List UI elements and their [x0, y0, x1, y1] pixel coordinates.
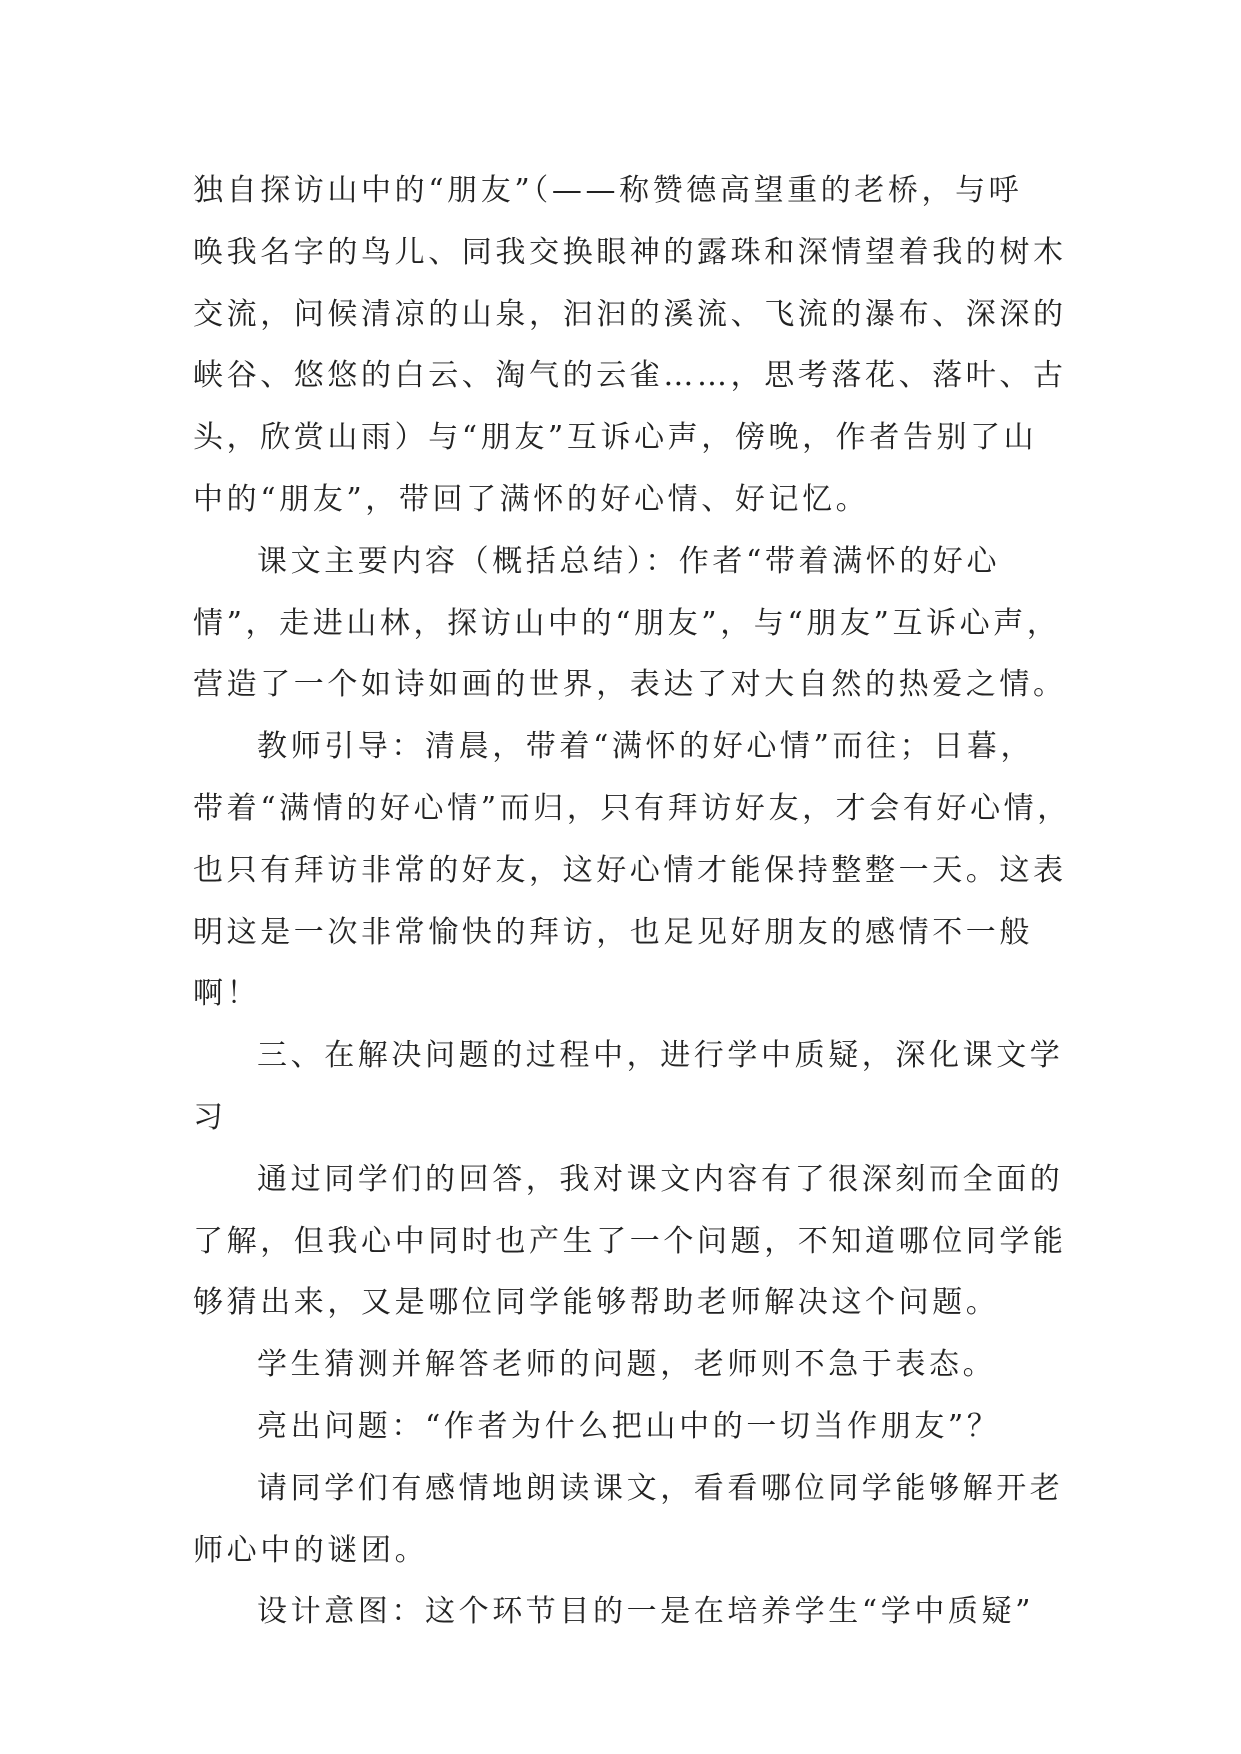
document-body — [193, 160, 1071, 1643]
text-line: 够猜出来，又是哪位同学能够帮助老师解决这个问题。 — [193, 1285, 1000, 1321]
paragraph-start-line: 课文主要内容（概括总结）：作者“带着满怀的好心 — [257, 543, 1001, 579]
paragraph-start-line: 请同学们有感情地朗读课文，看看哪位同学能够解开老 — [257, 1470, 1064, 1506]
paragraph-start-line: 设计意图：这个环节目的一是在培养学生“学中质疑” — [257, 1594, 1035, 1630]
text-line: 明这是一次非常愉快的拜访，也足见好朋友的感情不一般 — [193, 914, 1033, 950]
paragraph-start-line: 亮出问题：“作者为什么把山中的一切当作朋友”？ — [257, 1408, 1001, 1444]
section-heading-line: 三、在解决问题的过程中，进行学中质疑，深化课文学 — [257, 1038, 1064, 1074]
text-line: 中的“朋友”，带回了满怀的好心情、好记忆。 — [193, 481, 870, 517]
text-line: 了解，但我心中同时也产生了一个问题，不知道哪位同学能 — [193, 1223, 1067, 1259]
text-line: 独自探访山中的“朋友”（——称赞德高望重的老桥，与呼 — [193, 173, 1023, 208]
text-line: 啊！ — [193, 976, 261, 1012]
text-line: 情”，走进山林，探访山中的“朋友”，与“朋友”互诉心声， — [193, 605, 1061, 641]
text-line: 交流，问候清凉的山泉，汩汩的溪流、飞流的瀑布、深深的 — [193, 296, 1067, 332]
text-line: 唤我名字的鸟儿、同我交换眼神的露珠和深情望着我的树木 — [193, 234, 1067, 270]
text-line: 头，欣赏山雨）与“朋友”互诉心声，傍晚，作者告别了山 — [193, 420, 1038, 456]
paragraph-start-line: 学生猜测并解答老师的问题，老师则不急于表态。 — [257, 1347, 997, 1383]
section-heading-line: 习 — [193, 1099, 227, 1135]
paragraph-start-line: 教师引导：清晨，带着“满怀的好心情”而往；日暮， — [257, 729, 1035, 765]
paragraph-start-line: 通过同学们的回答，我对课文内容有了很深刻而全面的 — [257, 1161, 1064, 1197]
text-line: 师心中的谜团。 — [193, 1532, 429, 1568]
text-line: 峡谷、悠悠的白云、淘气的云雀……，思考落花、落叶、古 — [193, 358, 1067, 394]
text-line: 也只有拜访非常的好友，这好心情才能保持整整一天。这表 — [193, 852, 1067, 888]
text-line: 带着“满情的好心情”而归，只有拜访好友，才会有好心情， — [193, 790, 1071, 826]
text-line: 营造了一个如诗如画的世界，表达了对大自然的热爱之情。 — [193, 667, 1067, 703]
